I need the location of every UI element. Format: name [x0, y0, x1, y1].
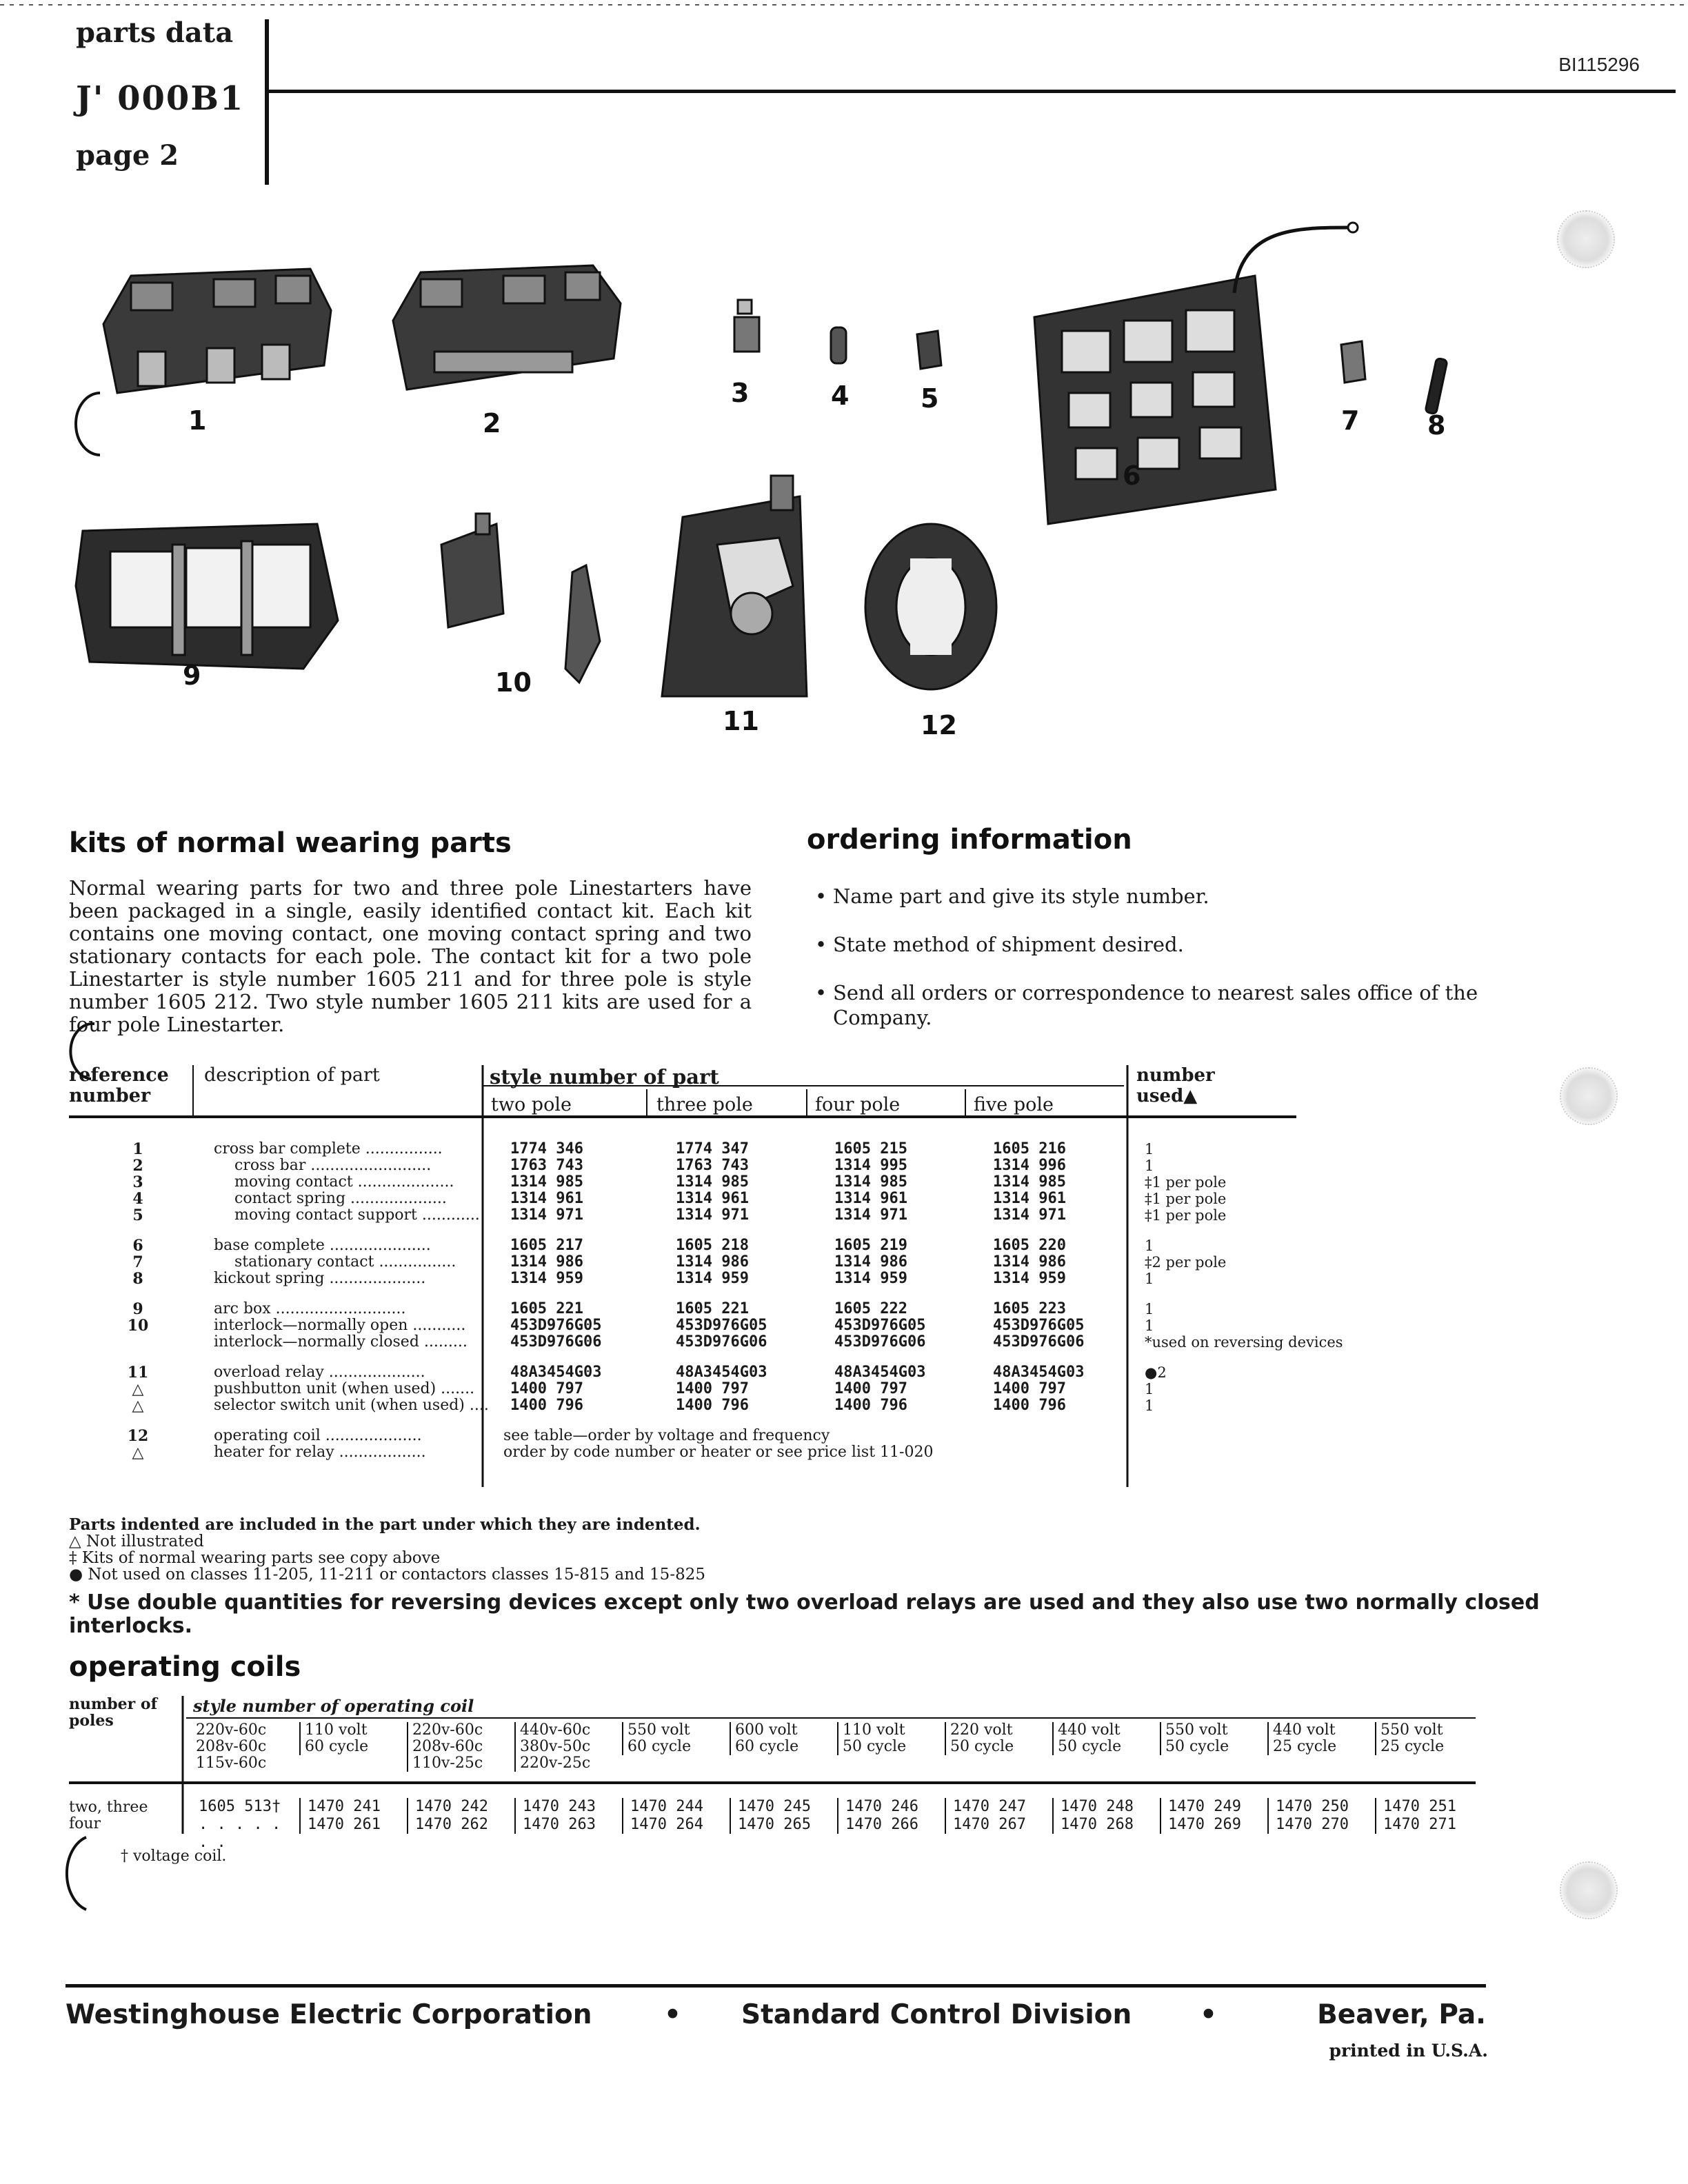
style-number-five-pole: 1605 223 [993, 1300, 1066, 1317]
part-4-contact-spring-illustration [831, 327, 846, 363]
style-number-five-pole: 48A3454G03 [993, 1364, 1085, 1381]
style-number-three-pole: 453D976G06 [676, 1333, 767, 1351]
style-number-three-pole: 1605 218 [676, 1237, 749, 1254]
number-used: 1 [1145, 1397, 1154, 1414]
coil-voltage-header [192, 1722, 295, 1772]
header-title: parts data [76, 17, 234, 49]
style-number-four-pole: 1400 796 [834, 1397, 907, 1414]
part-ref-number: 12 [127, 1427, 149, 1445]
part-ref-number: 2 [132, 1157, 143, 1175]
coil-voltage-header [1052, 1722, 1157, 1755]
style-number-five-pole: 1314 961 [993, 1190, 1066, 1207]
style-number-four-pole: 1314 959 [834, 1270, 907, 1287]
coil-voltage-header [299, 1722, 404, 1755]
photo-label-1: 1 [188, 405, 207, 436]
style-number-five-pole: 453D976G05 [993, 1317, 1085, 1334]
coil-style-number: 1470 267 [945, 1816, 1052, 1834]
style-number-four-pole: 1314 986 [834, 1253, 907, 1271]
kits-heading: kits of normal wearing parts [69, 827, 512, 859]
coil-style-number: 1470 244 [622, 1798, 730, 1816]
style-number-three-pole: 1605 221 [676, 1300, 749, 1317]
coil-voltage-header-line: 110 volt [843, 1721, 905, 1739]
coil-voltage-header-line: 220v-60c [412, 1721, 483, 1739]
style-number-two-pole: 1314 959 [510, 1270, 583, 1287]
part-1-cross-bar-complete-illustration [103, 269, 331, 393]
coil-voltage-header-line: 440 volt [1273, 1721, 1336, 1739]
part-7-stationary-contact-illustration [1341, 341, 1365, 383]
col-number-used: number used▲ [1136, 1065, 1215, 1106]
coil-voltage-header [622, 1722, 727, 1755]
coil-voltage-header-line: 50 cycle [1165, 1738, 1229, 1755]
style-number-two-pole: 1400 796 [510, 1397, 583, 1414]
number-used: ‡1 per pole [1145, 1207, 1227, 1224]
coil-voltage-header-line: 208v-60c [196, 1738, 267, 1755]
part-ref-number: 10 [127, 1317, 149, 1335]
col-description: description of part [204, 1064, 380, 1086]
part-3-moving-contact-illustration [734, 300, 759, 352]
photo-label-12: 12 [921, 710, 957, 740]
part-description: moving contact support ............ [234, 1206, 480, 1224]
part-description: selector switch unit (when used) .... [214, 1397, 489, 1414]
coil-voltage-header-line: 220v-25c [520, 1755, 591, 1772]
coil-style-number: 1470 248 [1052, 1798, 1160, 1816]
part-8-kickout-spring-illustration [1425, 358, 1447, 414]
style-number-three-pole: 1314 961 [676, 1190, 749, 1207]
coil-voltage-header [1267, 1722, 1372, 1755]
number-used: ‡1 per pole [1145, 1174, 1227, 1191]
part-order-note: see table—order by voltage and frequency [503, 1427, 830, 1444]
coils-table [69, 1695, 1489, 1851]
page-top-edge [0, 4, 1688, 6]
style-number-two-pole: 453D976G05 [510, 1317, 602, 1334]
number-used: 1 [1145, 1141, 1154, 1157]
style-number-five-pole: 1605 216 [993, 1140, 1066, 1157]
header-code: J' 000B1 [76, 79, 245, 118]
coil-style-number: . . . . . . . [199, 1816, 281, 1851]
coil-voltage-header-line: 550 volt [1165, 1721, 1228, 1739]
coil-voltage-header-line: 50 cycle [950, 1738, 1014, 1755]
coils-col-style: style number of operating coil [193, 1696, 474, 1716]
part-ref-number: 4 [132, 1190, 143, 1208]
kits-section [69, 827, 512, 859]
style-number-four-pole: 1605 222 [834, 1300, 907, 1317]
note-line: △ Not illustrated [69, 1533, 204, 1550]
coil-voltage-header [1160, 1722, 1265, 1755]
style-number-two-pole: 1314 986 [510, 1253, 583, 1271]
coil-style-number: 1470 269 [1160, 1816, 1267, 1834]
photo-label-3: 3 [731, 378, 750, 408]
part-description: stationary contact ................ [234, 1253, 456, 1271]
header-block [76, 14, 244, 175]
footer-location: Beaver, Pa. [1317, 1999, 1486, 2030]
style-number-two-pole: 453D976G06 [510, 1333, 602, 1351]
parts-illustration [0, 200, 1688, 820]
part-description: moving contact .................... [234, 1173, 454, 1191]
style-number-five-pole: 1314 996 [993, 1157, 1066, 1174]
coil-style-number: 1470 261 [299, 1816, 407, 1834]
coil-style-number: 1470 262 [407, 1816, 514, 1834]
coil-voltage-header-line: 550 volt [1380, 1721, 1443, 1739]
style-number-three-pole: 48A3454G03 [676, 1364, 767, 1381]
coil-voltage-header-line: 110v-25c [412, 1755, 483, 1772]
col-style-number: style number of part [490, 1065, 719, 1089]
number-used: 1 [1145, 1381, 1154, 1397]
part-description: cross bar complete ................ [214, 1140, 443, 1157]
ordering-heading: ordering information [807, 824, 1132, 856]
note-line: Parts indented are included in the part under which they are indented. [69, 1515, 701, 1534]
part-ref-number: △ [132, 1380, 144, 1398]
coil-voltage-header-line: 25 cycle [1273, 1738, 1337, 1755]
coil-style-number: 1470 271 [1375, 1816, 1483, 1834]
photo-label-5: 5 [921, 383, 939, 414]
ordering-item: • State method of shipment desired. [814, 932, 1517, 957]
part-description: overload relay .................... [214, 1364, 425, 1381]
number-used: ‡2 per pole [1145, 1254, 1227, 1271]
number-used: 1 [1145, 1317, 1154, 1334]
printed-in: printed in U.S.A. [1329, 2041, 1488, 2061]
coil-voltage-header-line: 115v-60c [196, 1755, 267, 1772]
note-line: ● Not used on classes 11-205, 11-211 or contactors classes 15-815 and 15-825 [69, 1566, 705, 1584]
coil-voltage-header-line: 440 volt [1058, 1721, 1121, 1739]
style-number-five-pole: 1605 220 [993, 1237, 1066, 1254]
coil-style-number: 1470 270 [1267, 1816, 1375, 1834]
part-description: heater for relay .................. [214, 1444, 426, 1461]
col-two-pole: two pole [491, 1094, 572, 1115]
part-description: cross bar ......................... [234, 1157, 432, 1174]
style-number-two-pole: 1314 961 [510, 1190, 583, 1207]
style-number-three-pole: 453D976G05 [676, 1317, 767, 1334]
number-used: 1 [1145, 1157, 1154, 1174]
style-number-three-pole: 1314 959 [676, 1270, 749, 1287]
binder-mark [55, 1834, 97, 1917]
coil-voltage-header [730, 1722, 834, 1755]
coil-style-number: 1470 242 [407, 1798, 514, 1816]
part-description: interlock—normally closed ......... [214, 1333, 468, 1351]
coil-style-number: 1470 241 [299, 1798, 407, 1816]
coil-voltage-header-line: 60 cycle [305, 1738, 369, 1755]
number-used: *used on reversing devices [1145, 1334, 1343, 1351]
note-line: ‡ Kits of normal wearing parts see copy above [69, 1549, 441, 1567]
part-ref-number: 8 [132, 1270, 143, 1288]
coil-voltage-header [1375, 1722, 1480, 1755]
ordering-list [814, 884, 1517, 1053]
part-description: kickout spring .................... [214, 1270, 426, 1287]
style-number-two-pole: 1774 346 [510, 1140, 583, 1157]
coils-row-label: two, three four [69, 1799, 148, 1832]
part-11-overload-relay-illustration [662, 476, 807, 696]
style-number-five-pole: 1400 796 [993, 1397, 1066, 1414]
style-number-two-pole: 1763 743 [510, 1157, 583, 1174]
coil-voltage-header-line: 25 cycle [1380, 1738, 1445, 1755]
footer-bullet: • [664, 1999, 681, 2030]
style-number-four-pole: 453D976G06 [834, 1333, 926, 1351]
footer [66, 1999, 1486, 2041]
kits-paragraph: Normal wearing parts for two and three pole Linestarters have been packaged in a single, easily identified contact kit. Each kit contains one moving contact, one moving contact spring and two stationary contacts for each pole. The contact kit for a two pole Linestarter is style number 1605 211 and for three pole is style number 1605 212. Two style number 1605 211 kits are used for a four pole Linestarter. [69, 876, 752, 1036]
style-number-two-pole: 1314 985 [510, 1173, 583, 1191]
part-ref-number: 9 [132, 1300, 143, 1318]
photo-label-4: 4 [831, 381, 850, 411]
coil-voltage-header-line: 550 volt [627, 1721, 690, 1739]
coil-voltage-header-line: 380v-50c [520, 1738, 591, 1755]
style-number-four-pole: 1605 219 [834, 1237, 907, 1254]
part-ref-number: △ [132, 1444, 144, 1462]
coils-col-poles: number of poles [69, 1695, 158, 1730]
coil-style-number: 1470 268 [1052, 1816, 1160, 1834]
header-vertical-rule [265, 19, 269, 185]
number-used: 1 [1145, 1271, 1154, 1287]
ordering-item: • Name part and give its style number. [814, 884, 1517, 909]
coil-voltage-header-line: 220v-60c [196, 1721, 267, 1739]
header-horizontal-rule [269, 90, 1676, 93]
coil-voltage-header-line: 208v-60c [412, 1738, 483, 1755]
coils-section [69, 1651, 301, 1683]
part-description: operating coil .................... [214, 1427, 422, 1444]
style-number-five-pole: 1314 986 [993, 1253, 1066, 1271]
style-number-five-pole: 1400 797 [993, 1380, 1066, 1397]
col-three-pole: three pole [656, 1094, 753, 1115]
reversing-devices-note: * Use double quantities for reversing devices except only two overload relays are used and they also use two normally closed interlocks. [69, 1590, 1540, 1638]
part-ref-number: △ [132, 1397, 144, 1415]
coil-style-number: 1470 247 [945, 1798, 1052, 1816]
style-number-five-pole: 1314 971 [993, 1206, 1066, 1224]
style-number-three-pole: 1314 971 [676, 1206, 749, 1224]
punch-hole [1560, 1861, 1618, 1919]
coil-style-number: 1605 513† [199, 1798, 281, 1815]
coil-voltage-header [514, 1722, 619, 1772]
coil-style-number: 1470 243 [514, 1798, 622, 1816]
footer-company: Westinghouse Electric Corporation [66, 1999, 592, 2030]
part-description: arc box ........................... [214, 1300, 406, 1317]
photo-label-2: 2 [483, 408, 501, 438]
coil-voltage-header-line: 600 volt [735, 1721, 798, 1739]
coil-style-number: 1470 251 [1375, 1798, 1483, 1816]
part-12-operating-coil-illustration [865, 524, 996, 689]
footer-bullet: • [1200, 1999, 1217, 2030]
part-description: contact spring .................... [234, 1190, 447, 1207]
footer-rule [66, 1984, 1486, 1988]
coil-voltage-header [837, 1722, 942, 1755]
style-number-four-pole: 453D976G05 [834, 1317, 926, 1334]
coil-style-number: 1470 250 [1267, 1798, 1375, 1816]
part-description: base complete ..................... [214, 1237, 431, 1254]
part-ref-number: 3 [132, 1173, 143, 1191]
col-reference-number: reference number [69, 1064, 169, 1106]
style-number-two-pole: 1400 797 [510, 1380, 583, 1397]
style-number-three-pole: 1400 797 [676, 1380, 749, 1397]
coil-voltage-header-line: 220 volt [950, 1721, 1013, 1739]
style-number-three-pole: 1400 796 [676, 1397, 749, 1414]
part-description: pushbutton unit (when used) ....... [214, 1380, 475, 1397]
photo-label-9: 9 [183, 660, 201, 691]
part-description: interlock—normally open ........... [214, 1317, 466, 1334]
coil-style-number: 1470 265 [730, 1816, 837, 1834]
part-ref-number: 1 [132, 1140, 143, 1158]
style-number-five-pole: 1314 985 [993, 1173, 1066, 1191]
style-number-four-pole: 1314 995 [834, 1157, 907, 1174]
coil-style-number: 1470 263 [514, 1816, 622, 1834]
part-9-arc-box-illustration [76, 524, 338, 669]
style-number-four-pole: 48A3454G03 [834, 1364, 926, 1381]
coils-heading: operating coils [69, 1651, 301, 1683]
style-number-three-pole: 1774 347 [676, 1140, 749, 1157]
parts-table-notes [69, 1517, 1551, 1583]
coil-voltage-header [945, 1722, 1049, 1755]
coils-values [186, 1798, 1483, 1851]
coil-voltage-header-line: 50 cycle [843, 1738, 907, 1755]
col-five-pole: five pole [974, 1094, 1054, 1115]
part-2-cross-bar-illustration [393, 265, 621, 390]
ordering-item: • Send all orders or correspondence to nearest sales office of the Company. [814, 980, 1517, 1030]
style-number-five-pole: 453D976G06 [993, 1333, 1085, 1351]
photo-label-6: 6 [1123, 461, 1141, 491]
binder-mark [76, 393, 100, 455]
part-ref-number: 5 [132, 1206, 143, 1224]
coil-voltage-header-line: 60 cycle [735, 1738, 799, 1755]
style-number-three-pole: 1314 986 [676, 1253, 749, 1271]
coil-style-number: 1470 264 [622, 1816, 730, 1834]
style-number-four-pole: 1605 215 [834, 1140, 907, 1157]
style-number-two-pole: 1605 221 [510, 1300, 583, 1317]
photo-label-7: 7 [1341, 405, 1360, 436]
part-5-moving-contact-support-illustration [917, 331, 941, 369]
part-ref-number: 11 [127, 1364, 149, 1382]
photo-label-11: 11 [723, 706, 759, 736]
style-number-three-pole: 1314 985 [676, 1173, 749, 1191]
part-10-interlock-illustration [441, 514, 600, 682]
style-number-two-pole: 1605 217 [510, 1237, 583, 1254]
style-number-five-pole: 1314 959 [993, 1270, 1066, 1287]
coil-voltage-header-line: 50 cycle [1058, 1738, 1122, 1755]
punch-hole [1560, 1067, 1618, 1125]
coils-headers [186, 1722, 1483, 1784]
header-page: page 2 [76, 139, 179, 172]
style-number-four-pole: 1400 797 [834, 1380, 907, 1397]
coil-style-number: 1470 246 [837, 1798, 945, 1816]
coil-style-number: 1470 245 [730, 1798, 837, 1816]
photo-label-8: 8 [1427, 410, 1446, 441]
coil-voltage-header-line: 440v-60c [520, 1721, 591, 1739]
binder-mark [63, 1020, 105, 1082]
photo-label-10: 10 [495, 667, 532, 698]
ordering-section [807, 824, 1132, 856]
part-ref-number: 6 [132, 1237, 143, 1255]
footer-division: Standard Control Division [741, 1999, 1132, 2030]
part-order-note: order by code number or heater or see price list 11-020 [503, 1444, 934, 1461]
style-number-two-pole: 1314 971 [510, 1206, 583, 1224]
style-number-four-pole: 1314 971 [834, 1206, 907, 1224]
coil-voltage-header-line: 110 volt [305, 1721, 368, 1739]
style-number-three-pole: 1763 743 [676, 1157, 749, 1174]
coil-style-number: 1470 249 [1160, 1798, 1267, 1816]
style-number-four-pole: 1314 961 [834, 1190, 907, 1207]
col-four-pole: four pole [815, 1094, 901, 1115]
part-ref-number: 7 [132, 1253, 143, 1271]
document-id: BI115296 [1558, 54, 1640, 75]
style-number-two-pole: 48A3454G03 [510, 1364, 602, 1381]
coil-style-number: 1470 266 [837, 1816, 945, 1834]
number-used: 1 [1145, 1301, 1154, 1317]
number-used: 1 [1145, 1237, 1154, 1254]
number-used: ●2 [1145, 1364, 1167, 1381]
style-number-four-pole: 1314 985 [834, 1173, 907, 1191]
part-6-base-complete-illustration [1034, 223, 1358, 524]
number-used: ‡1 per pole [1145, 1191, 1227, 1207]
coil-voltage-header [407, 1722, 512, 1772]
coil-voltage-header-line: 60 cycle [627, 1738, 692, 1755]
coils-footnote: † voltage coil. [121, 1848, 227, 1865]
